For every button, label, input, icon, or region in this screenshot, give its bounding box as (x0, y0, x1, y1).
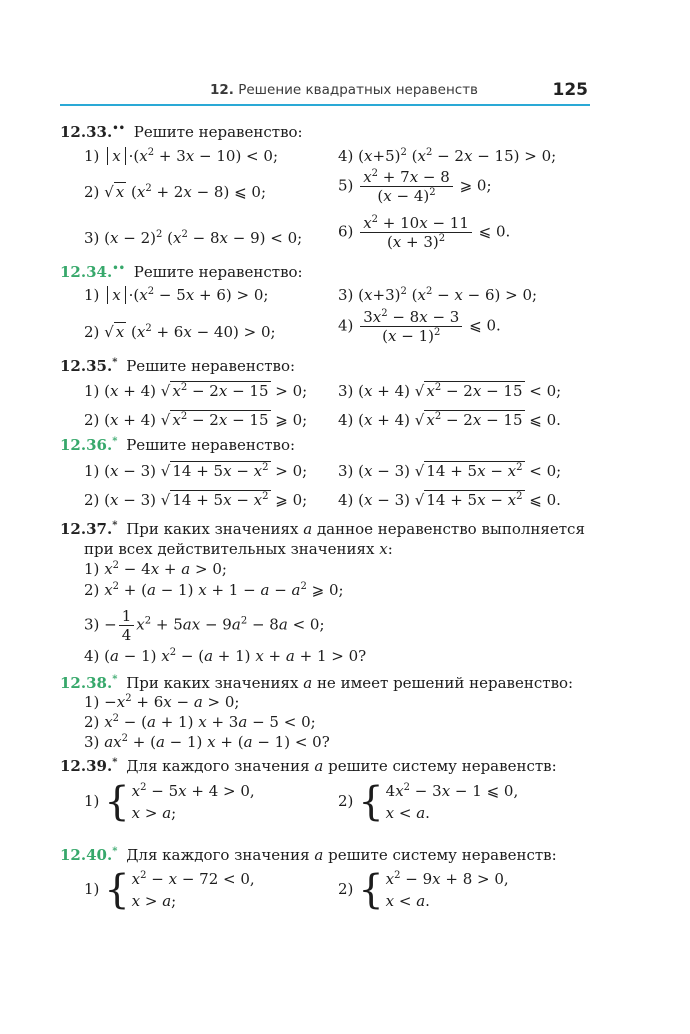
running-title (210, 82, 478, 98)
problem-item: 4) $(x+5)^2$ $(x^2 - 2x - 15) > 0$; (338, 147, 557, 165)
problem-prompt-cont: при всех действительных значениях x: (84, 540, 393, 558)
problem-item: 1) $x \cdot(x^2 + 3x - 10) < 0$; (84, 147, 278, 165)
problem-item: 2) √ x $(x^2 + 2x - 8)$ ⩽ 0; (84, 183, 267, 201)
problem-12-39-heading: 12.39.* Для каждого значения a решите систему неравенств: (60, 757, 557, 775)
problem-number: 12.39.* (60, 757, 118, 775)
problem-number: 12.33.•• (60, 123, 125, 141)
problem-12-34-heading (60, 262, 303, 282)
problem-12-36-heading (60, 435, 295, 455)
problem-item: 3) (x − 3) √ $14 + 5x - x^2 < 0$; (338, 462, 562, 480)
problem-item: 2) { $x^2 - 9x + 8 > 0$, x < a. (338, 867, 509, 913)
problem-12-37-heading: 12.37.* При каких значениях a данное неравенство выполняется (60, 520, 585, 538)
problem-prompt: Решите неравенство: (133, 263, 303, 281)
problem-item: 4) (a − 1) $x^2 - (a + 1) x + a + 1 > 0$? (84, 647, 367, 665)
problem-item: 3) $ax^2 + (a - 1) x + (a - 1) < 0$? (84, 733, 330, 751)
problem-prompt: Решите неравенство: (126, 357, 296, 375)
problem-item: 1) $x^2 - 4x + a > 0$; (84, 560, 227, 578)
problem-item: 5) $\frac{x^2 + 7x - 8}{(x - 4)^2}$ ⩾ 0; (338, 168, 492, 205)
problem-item: 2) (x + 4) √ $x^2 - 2x - 15$ ⩾ 0; (84, 411, 308, 429)
problem-item: 3) $(x - 2)^2$ $(x^2 - 8x - 9) < 0$; (84, 229, 303, 247)
header-rule (60, 104, 590, 106)
problem-number: 12.35.* (60, 357, 118, 375)
problem-item: 3) $(x+3)^2$ $(x^2 - x - 6) > 0$; (338, 286, 538, 304)
chapter-number: 12. (210, 82, 234, 98)
problem-12-40-heading: 12.40.* Для каждого значения a решите систему неравенств: (60, 846, 557, 864)
problem-number: 12.36.* (60, 436, 118, 454)
problem-item: 4) $\frac{3x^2 - 8x - 3}{(x - 1)^2}$ ⩽ 0. (338, 308, 501, 345)
problem-item: 1) (x − 3) √ $14 + 5x - x^2 > 0$; (84, 462, 308, 480)
problem-item: 2) √ x $(x^2 + 6x - 40) > 0$; (84, 323, 276, 341)
page-header (60, 78, 590, 108)
problem-number: 12.37.* (60, 520, 118, 538)
problem-item: 3) − $\frac{1}{4}$ $x^2 + 5ax - 9a^2 - 8a < 0$; (84, 607, 325, 644)
problem-item: 2) { $4x^2 - 3x - 1$ ⩽ 0, x < a. (338, 779, 519, 825)
problem-item: $1) -x^2 + 6x - a > 0$; (84, 693, 240, 711)
problem-item: 2) $x^2 - (a + 1) x + 3a - 5 < 0$; (84, 713, 316, 731)
problem-12-33-heading (60, 122, 303, 142)
problem-prompt: Решите неравенство: (133, 123, 303, 141)
problem-12-38-heading: 12.38.* При каких значениях a не имеет решений неравенство: (60, 674, 574, 692)
problem-item: 4) (x + 4) √ $x^2 - 2x - 15$ ⩽ 0. (338, 411, 561, 429)
problem-item: 3) (x + 4) √ $x^2 - 2x - 15 < 0$; (338, 382, 562, 400)
problem-number: 12.38.* (60, 674, 118, 692)
problem-12-35-heading (60, 356, 295, 376)
problem-item: 1) { $x^2 - 5x + 4 > 0$, x > a; (84, 779, 255, 825)
problem-item: 2) (x − 3) √ $14 + 5x - x^2$ ⩾ 0; (84, 491, 308, 509)
problem-item: 1) { $x^2 - x - 72 < 0$, x > a; (84, 867, 255, 913)
problem-item: 1) (x + 4) √ $x^2 - 2x - 15 > 0$; (84, 382, 308, 400)
problem-prompt: Решите неравенство: (126, 436, 296, 454)
problem-item: 2) $x^2 + (a - 1) x + 1 - a - a^2$ ⩾ 0; (84, 581, 344, 599)
problem-item: 1) $x \cdot(x^2 - 5x + 6) > 0$; (84, 286, 269, 304)
chapter-title: Решение квадратных неравенств (238, 82, 479, 98)
problem-number: 12.40.* (60, 846, 118, 864)
page-number: 125 (552, 80, 588, 100)
problem-item: 4) (x − 3) √ $14 + 5x - x^2$ ⩽ 0. (338, 491, 561, 509)
problem-number: 12.34.•• (60, 263, 125, 281)
problem-item: 6) $\frac{x^2 + 10x - 11}{(x + 3)^2}$ ⩽ 0. (338, 214, 511, 251)
